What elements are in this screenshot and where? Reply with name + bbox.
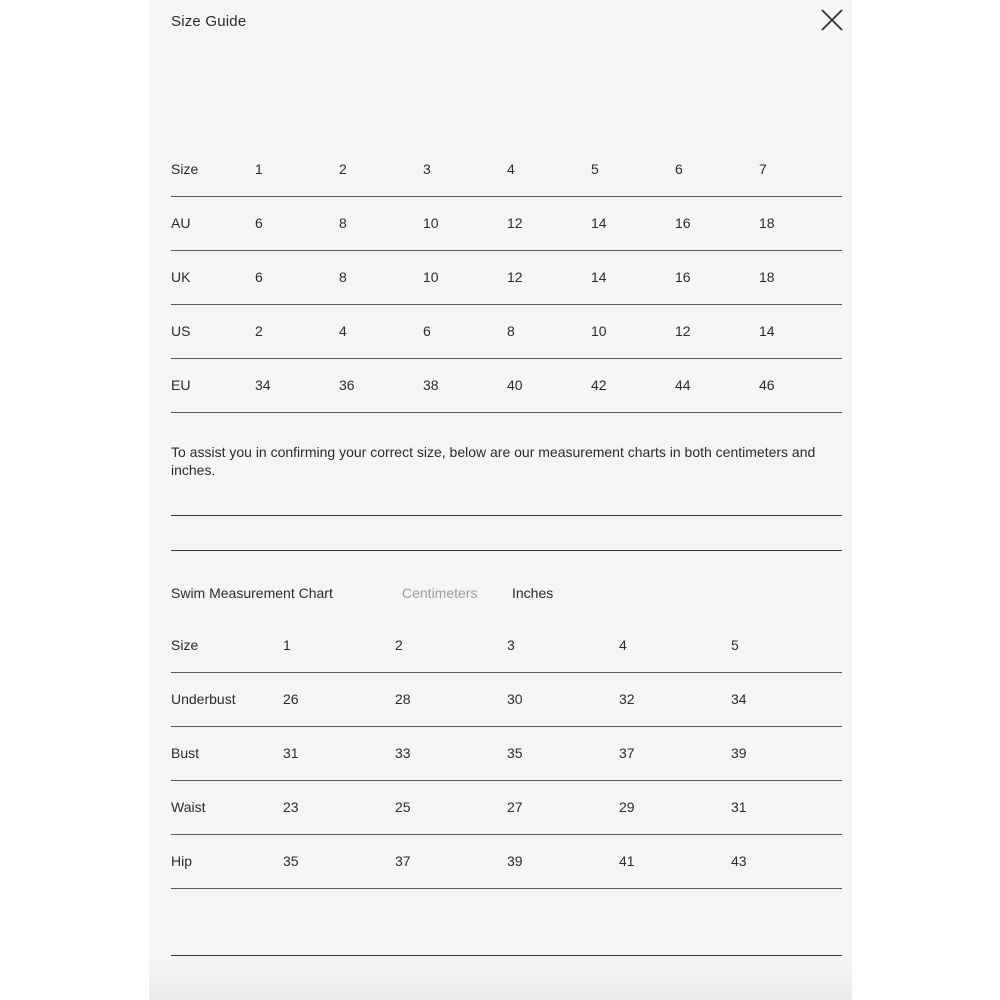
row-label: Waist [171, 799, 206, 815]
divider [171, 515, 842, 516]
measurement-chart-title: Swim Measurement Chart [171, 585, 333, 601]
table-row [171, 305, 842, 359]
table-cell: 8 [339, 215, 347, 231]
table-row [171, 835, 842, 889]
header-cell: 2 [339, 161, 347, 177]
header-cell: 1 [255, 161, 263, 177]
row-label: US [171, 323, 191, 339]
table-cell: 8 [507, 323, 515, 339]
table-cell: 33 [395, 745, 411, 761]
table-cell: 39 [731, 745, 747, 761]
header-cell: 3 [507, 637, 515, 653]
table-cell: 37 [619, 745, 635, 761]
row-label: EU [171, 377, 191, 393]
table-cell: 12 [507, 269, 523, 285]
table-cell: 31 [731, 799, 747, 815]
table-cell: 12 [675, 323, 691, 339]
table-row [171, 251, 842, 305]
table-cell: 34 [255, 377, 271, 393]
table-cell: 42 [591, 377, 607, 393]
table-cell: 37 [395, 853, 411, 869]
header-cell: 3 [423, 161, 431, 177]
table-cell: 40 [507, 377, 523, 393]
table-cell: 14 [591, 269, 607, 285]
header-cell: 5 [731, 637, 739, 653]
table-cell: 10 [423, 215, 439, 231]
table-cell: 12 [507, 215, 523, 231]
table-cell: 38 [423, 377, 439, 393]
close-button[interactable] [820, 8, 844, 32]
scroll-fade [149, 960, 852, 1000]
table-cell: 14 [759, 323, 775, 339]
table-row [171, 359, 842, 413]
table-cell: 43 [731, 853, 747, 869]
table-row [171, 673, 842, 727]
table-cell: 18 [759, 215, 775, 231]
table-cell: 35 [283, 853, 299, 869]
table-row [171, 727, 842, 781]
header-cell: 6 [675, 161, 683, 177]
row-label: Underbust [171, 691, 236, 707]
divider [171, 550, 842, 551]
row-label: UK [171, 269, 191, 285]
header-cell: Size [171, 161, 199, 177]
table-cell: 10 [591, 323, 607, 339]
table-cell: 14 [591, 215, 607, 231]
table-cell: 10 [423, 269, 439, 285]
header-cell: 4 [619, 637, 627, 653]
table-cell: 36 [339, 377, 355, 393]
header-cell: 2 [395, 637, 403, 653]
table-cell: 30 [507, 691, 523, 707]
table-row [171, 781, 842, 835]
table-header-row [171, 619, 842, 673]
row-label: Bust [171, 745, 200, 761]
measurement-note: To assist you in confirming your correct size, below are our measurement charts in both centimeters and inches. [171, 444, 816, 478]
row-label: AU [171, 215, 191, 231]
table-cell: 16 [675, 269, 691, 285]
table-cell: 41 [619, 853, 635, 869]
table-cell: 32 [619, 691, 635, 707]
table-cell: 26 [283, 691, 299, 707]
divider [171, 955, 842, 956]
header-cell: 4 [507, 161, 515, 177]
header-cell: Size [171, 637, 199, 653]
table-cell: 31 [283, 745, 299, 761]
table-cell: 25 [395, 799, 411, 815]
table-cell: 8 [339, 269, 347, 285]
close-icon [820, 8, 844, 32]
header-cell: 1 [283, 637, 291, 653]
row-label: Hip [171, 853, 193, 869]
table-cell: 44 [675, 377, 691, 393]
table-cell: 29 [619, 799, 635, 815]
table-cell: 16 [675, 215, 691, 231]
size-conversion-table [171, 143, 842, 413]
table-cell: 27 [507, 799, 523, 815]
swim-measurement-table [171, 619, 842, 889]
table-cell: 4 [339, 323, 347, 339]
table-cell: 6 [255, 269, 263, 285]
table-row [171, 197, 842, 251]
table-cell: 39 [507, 853, 523, 869]
table-cell: 35 [507, 745, 523, 761]
tab-centimeters[interactable]: Centimeters [402, 585, 478, 601]
table-header-row [171, 143, 842, 197]
table-cell: 23 [283, 799, 299, 815]
modal-title: Size Guide [171, 13, 247, 30]
table-cell: 28 [395, 691, 411, 707]
table-cell: 46 [759, 377, 775, 393]
table-cell: 6 [255, 215, 263, 231]
table-cell: 2 [255, 323, 263, 339]
header-cell: 7 [759, 161, 767, 177]
header-cell: 5 [591, 161, 599, 177]
table-cell: 6 [423, 323, 431, 339]
tab-inches[interactable]: Inches [512, 585, 554, 601]
size-guide-modal [149, 0, 852, 1000]
table-cell: 18 [759, 269, 775, 285]
table-cell: 34 [731, 691, 747, 707]
